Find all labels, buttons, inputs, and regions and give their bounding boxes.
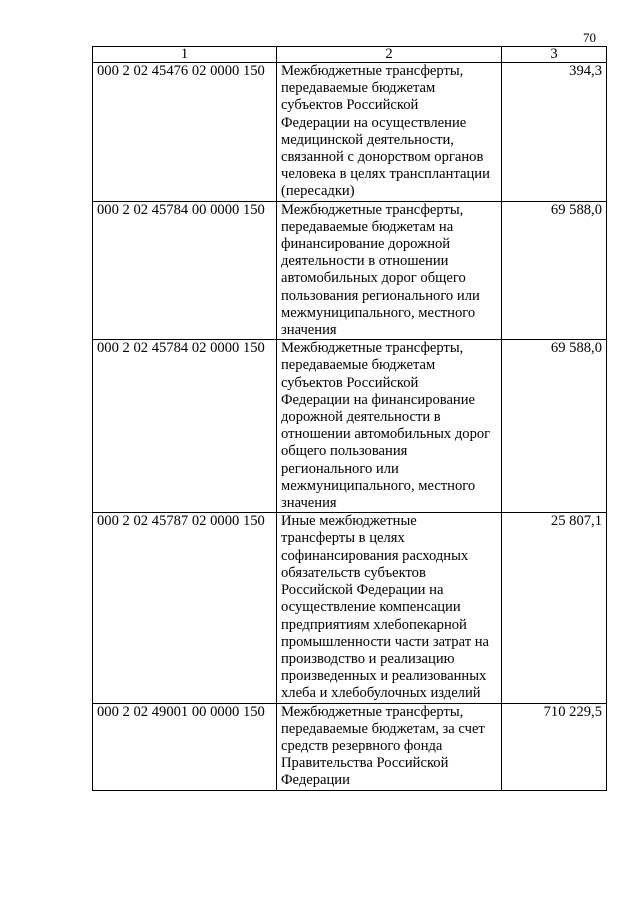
description-line: обязательств субъектов bbox=[281, 564, 426, 581]
amount-cell: 710 229,5 bbox=[502, 703, 607, 790]
amount-cell: 25 807,1 bbox=[502, 513, 607, 703]
description-line: производство и реализацию bbox=[281, 650, 455, 667]
budget-code-cell: 000 2 02 45784 00 0000 150 bbox=[93, 201, 277, 340]
description-line: Федерации на финансирование bbox=[281, 391, 476, 408]
description-cell bbox=[277, 63, 502, 202]
description-cell bbox=[277, 201, 502, 340]
description-line: общего пользования bbox=[281, 443, 408, 460]
description-line: Федерации на осуществление bbox=[281, 114, 467, 131]
amount-cell: 69 588,0 bbox=[502, 201, 607, 340]
table-row bbox=[93, 703, 607, 790]
budget-table bbox=[92, 46, 607, 791]
description-line: трансферты в целях bbox=[281, 530, 405, 547]
table-row bbox=[93, 513, 607, 703]
description-line: человека в целях трансплантации bbox=[281, 166, 490, 183]
table-row bbox=[93, 340, 607, 513]
amount-cell: 69 588,0 bbox=[502, 340, 607, 513]
description-line: значения bbox=[281, 495, 337, 512]
description-line: Российской Федерации на bbox=[281, 582, 444, 599]
description-line: средств резервного фонда bbox=[281, 737, 443, 754]
description-cell bbox=[277, 513, 502, 703]
description-line: пользования регионального или bbox=[281, 287, 480, 304]
description-line: (пересадки) bbox=[281, 183, 355, 200]
description-line: Иные межбюджетные bbox=[281, 513, 417, 530]
description-line: регионального или bbox=[281, 460, 399, 477]
description-line: передаваемые бюджетам bbox=[281, 80, 436, 97]
description-line: промышленности части затрат на bbox=[281, 633, 490, 650]
table-row bbox=[93, 201, 607, 340]
description-line: отношении автомобильных дорог bbox=[281, 426, 491, 443]
description-line: хлеба и хлебобулочных изделий bbox=[281, 685, 481, 702]
description-line: Федерации bbox=[281, 772, 350, 789]
page-number: 70 bbox=[583, 30, 596, 45]
amount-cell: 394,3 bbox=[502, 63, 607, 202]
budget-code-cell: 000 2 02 45787 02 0000 150 bbox=[93, 513, 277, 703]
budget-code-cell: 000 2 02 45476 02 0000 150 bbox=[93, 63, 277, 202]
description-line: Правительства Российской bbox=[281, 755, 449, 772]
description-line: субъектов Российской bbox=[281, 97, 419, 114]
description-line: Межбюджетные трансферты, bbox=[281, 201, 464, 218]
description-line: осуществление компенсации bbox=[281, 599, 461, 616]
description-line: Межбюджетные трансферты, bbox=[281, 703, 464, 720]
description-line: межмуниципального, местного bbox=[281, 477, 476, 494]
description-line: произведенных и реализованных bbox=[281, 668, 487, 685]
description-line: деятельности в отношении bbox=[281, 253, 449, 270]
budget-code-cell: 000 2 02 49001 00 0000 150 bbox=[93, 703, 277, 790]
description-line: дорожной деятельности в bbox=[281, 409, 441, 426]
description-line: субъектов Российской bbox=[281, 374, 419, 391]
column-header-amount: 3 bbox=[502, 47, 607, 63]
description-line: предприятиям хлебопекарной bbox=[281, 616, 467, 633]
table-row bbox=[93, 63, 607, 202]
description-line: финансирование дорожной bbox=[281, 236, 451, 253]
description-line: Межбюджетные трансферты, bbox=[281, 63, 464, 79]
description-cell bbox=[277, 703, 502, 790]
description-line: Межбюджетные трансферты, bbox=[281, 340, 464, 357]
column-header-code: 1 bbox=[93, 47, 277, 63]
description-line: медицинской деятельности, bbox=[281, 131, 454, 148]
table-header-row bbox=[93, 47, 607, 63]
budget-code-cell: 000 2 02 45784 02 0000 150 bbox=[93, 340, 277, 513]
description-line: значения bbox=[281, 322, 337, 339]
description-line: передаваемые бюджетам, за счет bbox=[281, 720, 485, 737]
column-header-name: 2 bbox=[277, 47, 502, 63]
description-cell bbox=[277, 340, 502, 513]
description-line: межмуниципального, местного bbox=[281, 304, 476, 321]
description-line: софинансирования расходных bbox=[281, 547, 469, 564]
description-line: автомобильных дорог общего bbox=[281, 270, 466, 287]
description-line: передаваемые бюджетам на bbox=[281, 218, 454, 235]
description-line: передаваемые бюджетам bbox=[281, 357, 436, 374]
description-line: связанной с донорством органов bbox=[281, 149, 484, 166]
